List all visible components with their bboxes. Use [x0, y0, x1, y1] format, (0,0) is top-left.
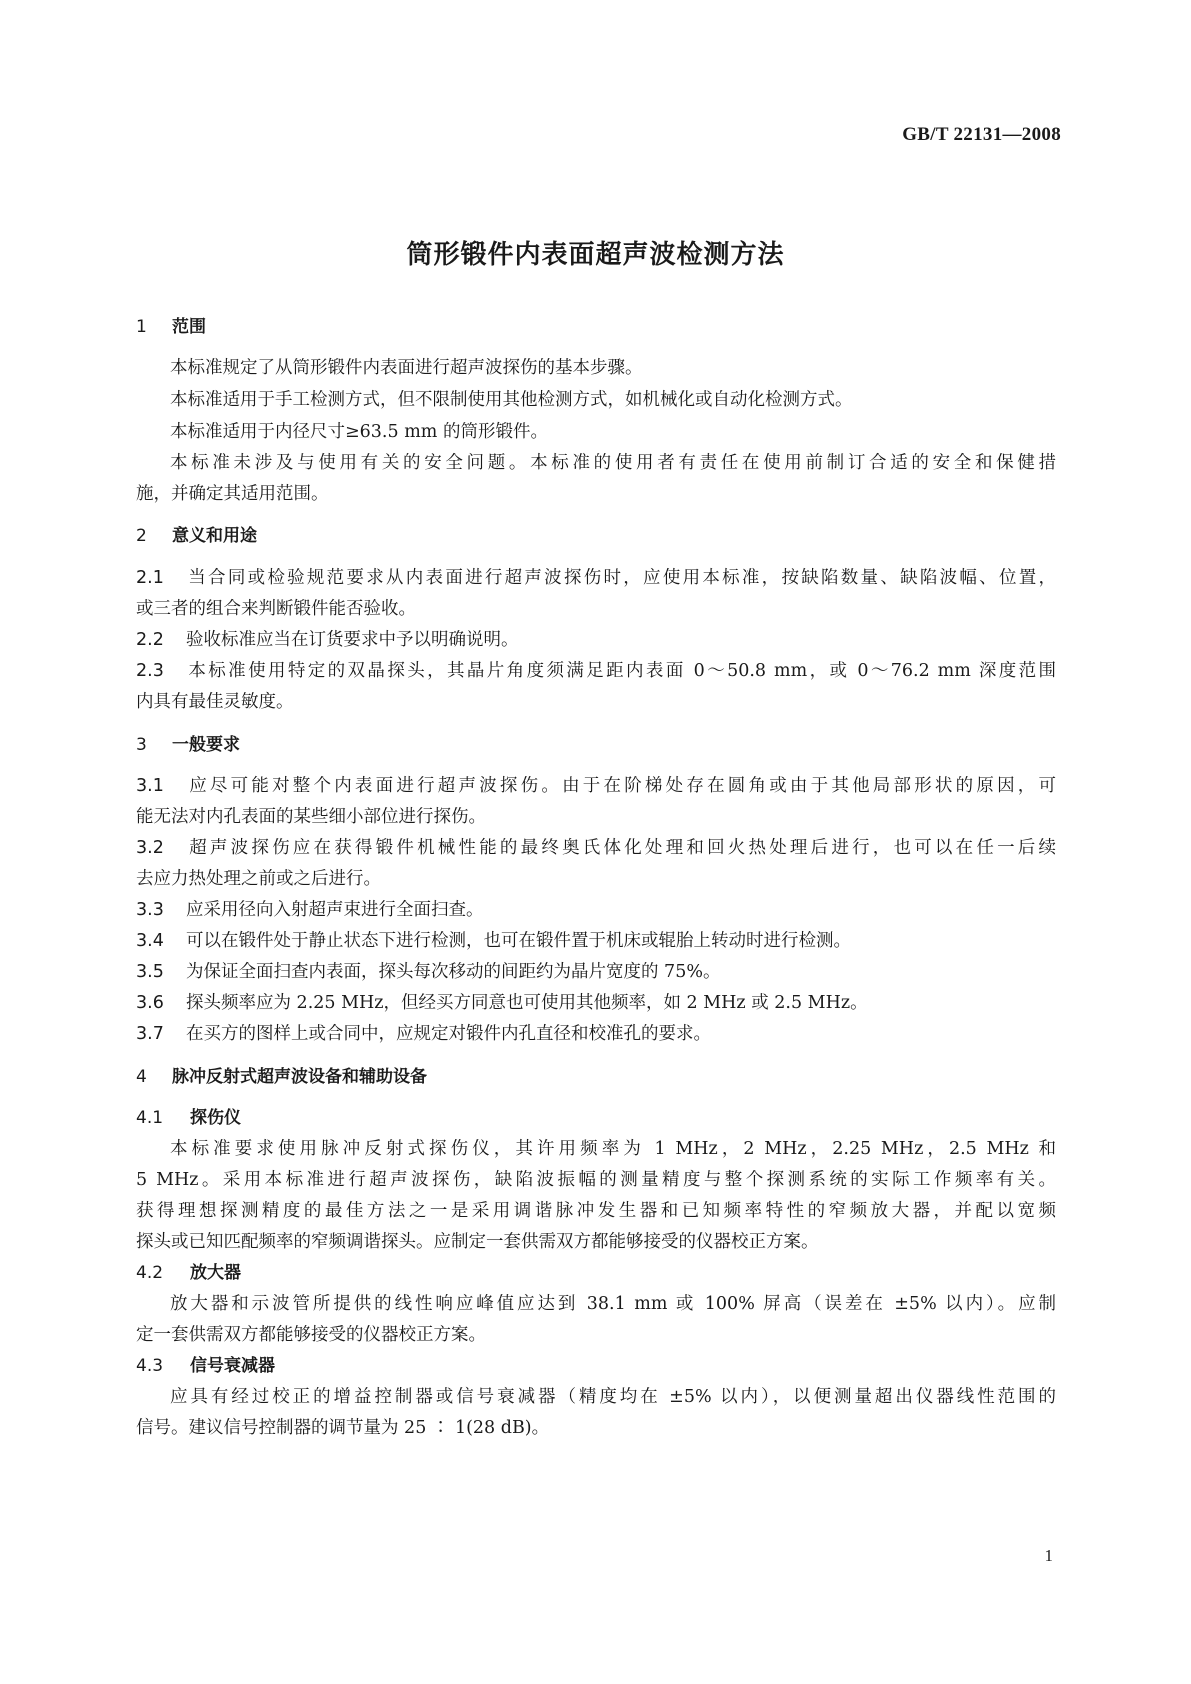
subsection-number: 4.3 [136, 1356, 164, 1376]
clause-number: 3.2 [136, 838, 164, 858]
clause-number: 3.4 [136, 931, 164, 951]
clause-text: 超声波探伤应在获得锻件机械性能的最终奥氏体化处理和回火热处理后进行，也可以在任一后续 [186, 838, 1056, 858]
section-title: 意义和用途 [172, 526, 257, 546]
clause-text: 为保证全面扫查内表面，探头每次移动的间距约为晶片宽度的 75%。 [186, 962, 721, 982]
clause-number: 3.5 [136, 962, 164, 982]
section-title: 范围 [172, 317, 206, 337]
subsection-heading-4-1 [136, 1106, 241, 1130]
paragraph-line: 本标准适用于手工检测方式，但不限制使用其他检测方式，如机械化或自动化检测方式。 [170, 390, 853, 410]
clause-text: 探头频率应为 2.25 MHz，但经买方同意也可使用其他频率，如 2 MHz 或 2.5 MHz。 [186, 993, 868, 1013]
section-number: 3 [136, 735, 147, 755]
clause-number: 3.6 [136, 993, 164, 1013]
clause-number: 2.3 [136, 661, 164, 681]
clause-3-6 [136, 991, 868, 1015]
subsection-title: 探伤仪 [190, 1108, 241, 1128]
section-title: 脉冲反射式超声波设备和辅助设备 [172, 1067, 427, 1087]
clause-text: 应采用径向入射超声束进行全面扫查。 [186, 900, 484, 920]
paragraph-line: 放大器和示波管所提供的线性响应峰值应达到 38.1 mm 或 100% 屏高（误差在 ±5% 以内）。应制 [170, 1294, 1056, 1314]
paragraph-line: 定一套供需双方都能够接受的仪器校正方案。 [136, 1325, 486, 1345]
document-title: 筒形锻件内表面超声波检测方法 [406, 240, 785, 270]
paragraph-line: 探头或已知匹配频率的窄频调谐探头。应制定一套供需双方都能够接受的仪器校正方案。 [136, 1232, 819, 1252]
clause-3-4 [136, 929, 851, 953]
standard-code: GB/T 22131—2008 [902, 124, 1061, 145]
paragraph-line: 施，并确定其适用范围。 [136, 484, 329, 504]
section-number: 4 [136, 1067, 147, 1087]
section-heading-4 [136, 1065, 427, 1089]
clause-number: 3.3 [136, 900, 164, 920]
section-number: 2 [136, 526, 147, 546]
subsection-number: 4.2 [136, 1263, 164, 1283]
clause-number: 3.1 [136, 776, 164, 796]
paragraph-line: 内具有最佳灵敏度。 [136, 692, 294, 712]
section-number: 1 [136, 317, 147, 337]
paragraph-line: 5 MHz。采用本标准进行超声波探伤，缺陷波振幅的测量精度与整个探测系统的实际工作频率有关。 [136, 1170, 1056, 1190]
section-title: 一般要求 [172, 735, 240, 755]
paragraph-line: 应具有经过校正的增益控制器或信号衰减器（精度均在 ±5% 以内），以便测量超出仪器线性范围的 [170, 1387, 1056, 1407]
paragraph-line: 信号。建议信号控制器的调节量为 25 ∶ 1(28 dB)。 [136, 1418, 550, 1438]
paragraph-line: 能无法对内孔表面的某些细小部位进行探伤。 [136, 807, 486, 827]
subsection-heading-4-2 [136, 1261, 241, 1285]
clause-text: 在买方的图样上或合同中，应规定对锻件内孔直径和校准孔的要求。 [186, 1024, 711, 1044]
paragraph-line: 本标准未涉及与使用有关的安全问题。本标准的使用者有责任在使用前制订合适的安全和保健措 [170, 453, 1056, 473]
section-heading-3 [136, 733, 240, 757]
subsection-heading-4-3 [136, 1354, 275, 1378]
clause-3-3 [136, 898, 484, 922]
clause-2-3 [136, 659, 1056, 683]
clause-3-1 [136, 774, 1056, 798]
clause-text: 本标准使用特定的双晶探头，其晶片角度须满足距内表面 0～50.8 mm，或 0～76.2 mm 深度范围 [186, 661, 1056, 681]
clause-number: 2.2 [136, 630, 164, 650]
clause-2-1 [136, 566, 1056, 590]
paragraph-line: 或三者的组合来判断锻件能否验收。 [136, 599, 416, 619]
section-heading-1 [136, 315, 206, 339]
paragraph-line: 本标准适用于内径尺寸≥63.5 mm 的筒形锻件。 [170, 422, 548, 442]
clause-number: 3.7 [136, 1024, 164, 1044]
clause-text: 验收标准应当在订货要求中予以明确说明。 [186, 630, 519, 650]
page-number: 1 [1044, 1546, 1053, 1565]
clause-3-2 [136, 836, 1056, 860]
subsection-title: 放大器 [190, 1263, 241, 1283]
clause-text: 当合同或检验规范要求从内表面进行超声波探伤时，应使用本标准，按缺陷数量、缺陷波幅、位置， [186, 568, 1056, 588]
paragraph-line: 去应力热处理之前或之后进行。 [136, 869, 381, 889]
clause-2-2 [136, 628, 519, 652]
paragraph-line: 获得理想探测精度的最佳方法之一是采用调谐脉冲发生器和已知频率特性的窄频放大器，并配以宽频 [136, 1201, 1056, 1221]
clause-3-7 [136, 1022, 711, 1046]
subsection-title: 信号衰减器 [190, 1356, 275, 1376]
clause-text: 应尽可能对整个内表面进行超声波探伤。由于在阶梯处存在圆角或由于其他局部形状的原因，可 [186, 776, 1056, 796]
subsection-number: 4.1 [136, 1108, 164, 1128]
clause-3-5 [136, 960, 720, 984]
paragraph-line: 本标准规定了从筒形锻件内表面进行超声波探伤的基本步骤。 [170, 358, 643, 378]
clause-text: 可以在锻件处于静止状态下进行检测，也可在锻件置于机床或辊胎上转动时进行检测。 [186, 931, 851, 951]
clause-number: 2.1 [136, 568, 164, 588]
paragraph-line: 本标准要求使用脉冲反射式探伤仪，其许用频率为 1 MHz，2 MHz，2.25 MHz，2.5 MHz 和 [170, 1139, 1056, 1159]
section-heading-2 [136, 524, 257, 548]
